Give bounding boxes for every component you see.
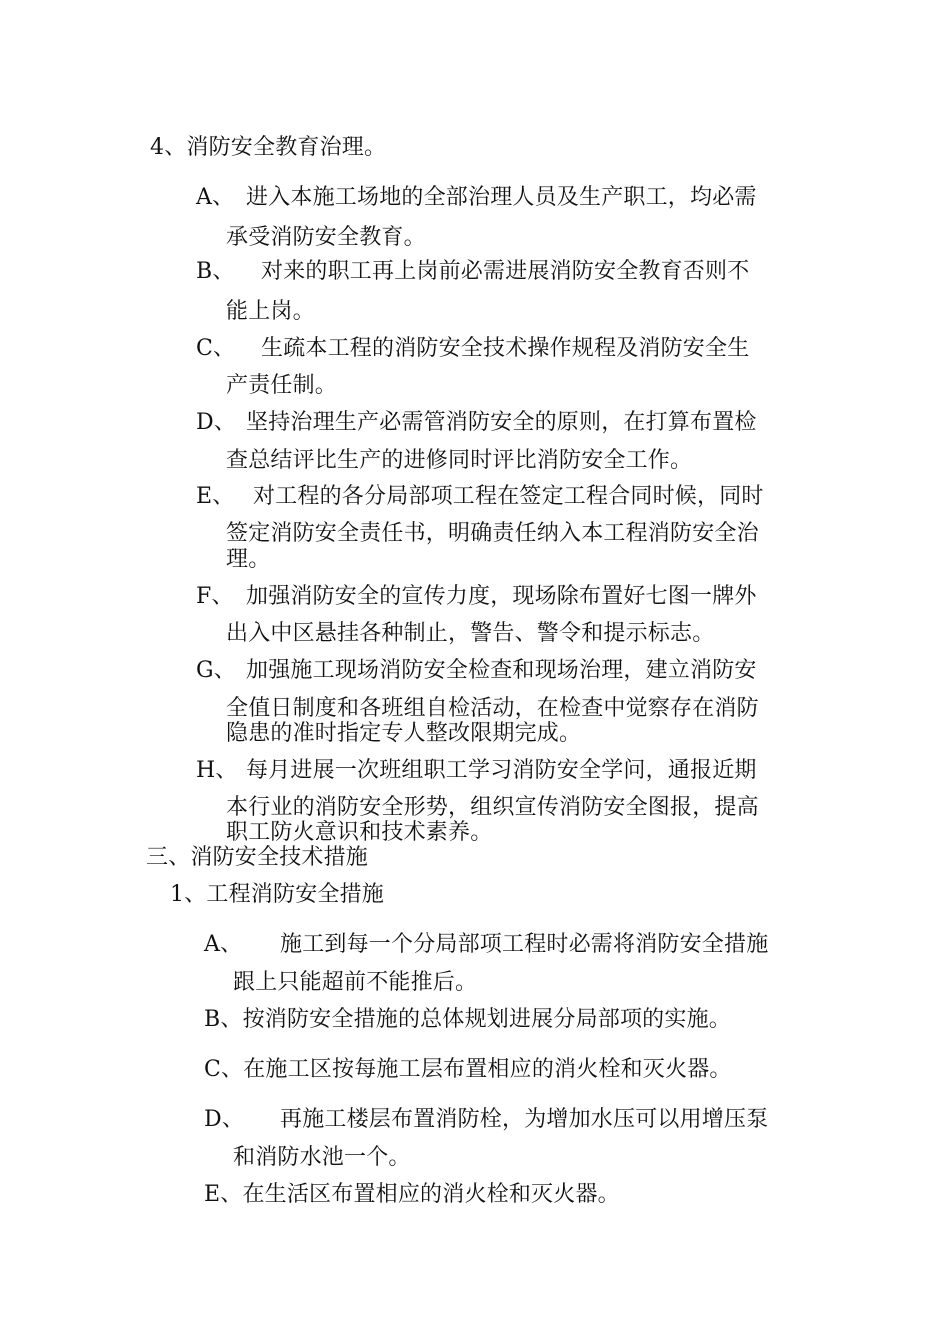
item-text-line: 查总结评比生产的进修同时评比消防安全工作。	[226, 448, 693, 473]
item-text-line: 产责任制。	[226, 373, 338, 398]
item-text-line: 对来的职工再上岗前必需进展消防安全教育否则不	[261, 259, 750, 284]
item-text-line: 签定消防安全责任书，明确责任纳入本工程消防安全治	[226, 521, 759, 546]
item-text-line: 理。	[226, 547, 271, 572]
item-letter: C、	[196, 336, 236, 361]
item-text-line: 和消防水池一个。	[233, 1145, 411, 1170]
item-letter: F、	[196, 584, 234, 609]
item-letter: D、	[196, 410, 237, 435]
section-heading: 三、消防安全技术措施	[146, 845, 369, 870]
item-text-line: 全值日制度和各班组自检活动，在检查中觉察存在消防	[226, 696, 759, 721]
item-text-line: 施工到每一个分局部项工程时必需将消防安全措施	[280, 932, 769, 957]
item-text-line: 生疏本工程的消防安全技术操作规程及消防安全生	[261, 336, 750, 361]
item-text-line: 职工防火意识和技术素养。	[226, 820, 493, 845]
item-letter: A、	[196, 185, 235, 210]
item-text-line: 进入本施工场地的全部治理人员及生产职工，均必需	[246, 185, 757, 210]
item-text-line: 能上岗。	[226, 299, 315, 324]
item-letter: G、	[196, 658, 236, 683]
item-letter: D、	[204, 1107, 245, 1132]
item-text-line: 坚持治理生产必需管消防安全的原则，在打算布置检	[246, 410, 757, 435]
item-letter: B、	[196, 259, 235, 284]
item-text-line: 隐患的准时指定专人整改限期完成。	[226, 721, 582, 746]
list-item: B、按消防安全措施的总体规划进展分局部项的实施。	[204, 1007, 731, 1032]
item-text-line: 出入中区悬挂各种制止，警告、警令和提示标志。	[226, 621, 715, 646]
item-text-line: 本行业的消防安全形势，组织宣传消防安全图报，提高	[226, 795, 759, 820]
item-text-line: 每月进展一次班组职工学习消防安全学问，通报近期	[246, 758, 757, 783]
item-text-line: 跟上只能超前不能推后。	[233, 970, 478, 995]
list-item: E、在生活区布置相应的消火栓和灭火器。	[204, 1182, 620, 1207]
item-text-line: 加强消防安全的宣传力度，现场除布置好七图一牌外	[246, 584, 757, 609]
item-letter: H、	[196, 758, 238, 783]
item-text-line: 对工程的各分局部项工程在签定工程合同时候，同时	[253, 484, 764, 509]
list-item: C、在施工区按每施工层布置相应的消火栓和灭火器。	[204, 1057, 732, 1082]
item-text-line: 再施工楼层布置消防栓，为增加水压可以用增压泵	[280, 1107, 769, 1132]
subsection-heading: 1、工程消防安全措施	[170, 882, 384, 907]
item-letter: E、	[196, 484, 235, 509]
item-text-line: 加强施工现场消防安全检查和现场治理，建立消防安	[246, 658, 757, 683]
item-text-line: 承受消防安全教育。	[226, 225, 426, 250]
section-heading: 4、消防安全教育治理。	[150, 135, 387, 160]
item-letter: A、	[204, 932, 243, 957]
